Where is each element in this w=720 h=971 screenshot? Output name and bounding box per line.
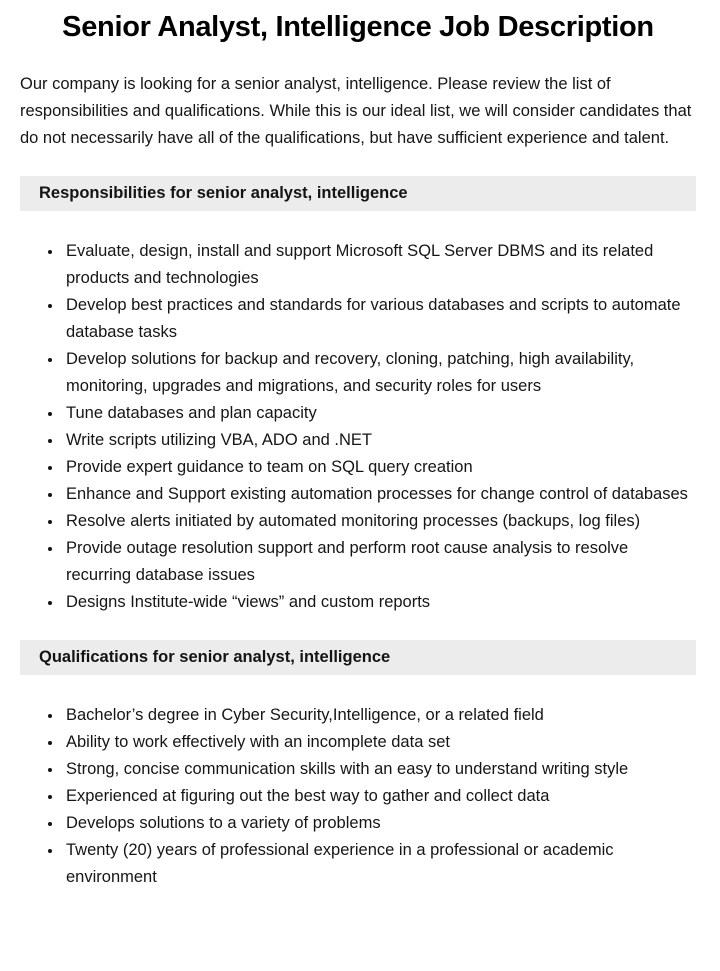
section-header-qualifications: Qualifications for senior analyst, intelligence [20, 640, 696, 675]
list-item: • Develop best practices and standards for various databases and scripts to automate database tasks [63, 292, 696, 346]
list-item: • Develop solutions for backup and recovery, cloning, patching, high availability, monitoring, upgrades and migrations, and security roles for users [63, 346, 696, 400]
list-item: • Evaluate, design, install and support Microsoft SQL Server DBMS and its related products and technologies [63, 238, 696, 292]
list-item: • Strong, concise communication skills with an easy to understand writing style [63, 756, 696, 783]
list-item: • Provide expert guidance to team on SQL query creation [63, 454, 696, 481]
list-item: • Designs Institute-wide “views” and custom reports [63, 589, 696, 616]
list-item: • Tune databases and plan capacity [63, 400, 696, 427]
list-item: • Write scripts utilizing VBA, ADO and .NET [63, 427, 696, 454]
list-item: • Develops solutions to a variety of problems [63, 810, 696, 837]
list-item: • Enhance and Support existing automation processes for change control of databases [63, 481, 696, 508]
list-item: • Experienced at figuring out the best way to gather and collect data [63, 783, 696, 810]
page-title: Senior Analyst, Intelligence Job Description [62, 11, 654, 43]
responsibilities-list [20, 238, 696, 616]
list-item: • Resolve alerts initiated by automated monitoring processes (backups, log files) [63, 508, 696, 535]
qualifications-list [20, 702, 696, 891]
list-item: • Ability to work effectively with an incomplete data set [63, 729, 696, 756]
section-header-responsibilities: Responsibilities for senior analyst, intelligence [20, 176, 696, 211]
list-item: • Twenty (20) years of professional experience in a professional or academic environment [63, 837, 696, 891]
intro-paragraph: Our company is looking for a senior analyst, intelligence. Please review the list of responsibilities and qualifications. While this is our ideal list, we will consider candidates that do not necessarily have all of the qualifications, but have sufficient experience and talent. [20, 74, 692, 147]
list-item: • Bachelor’s degree in Cyber Security,Intelligence, or a related field [63, 702, 696, 729]
list-item: • Provide outage resolution support and perform root cause analysis to resolve recurring database issues [63, 535, 696, 589]
